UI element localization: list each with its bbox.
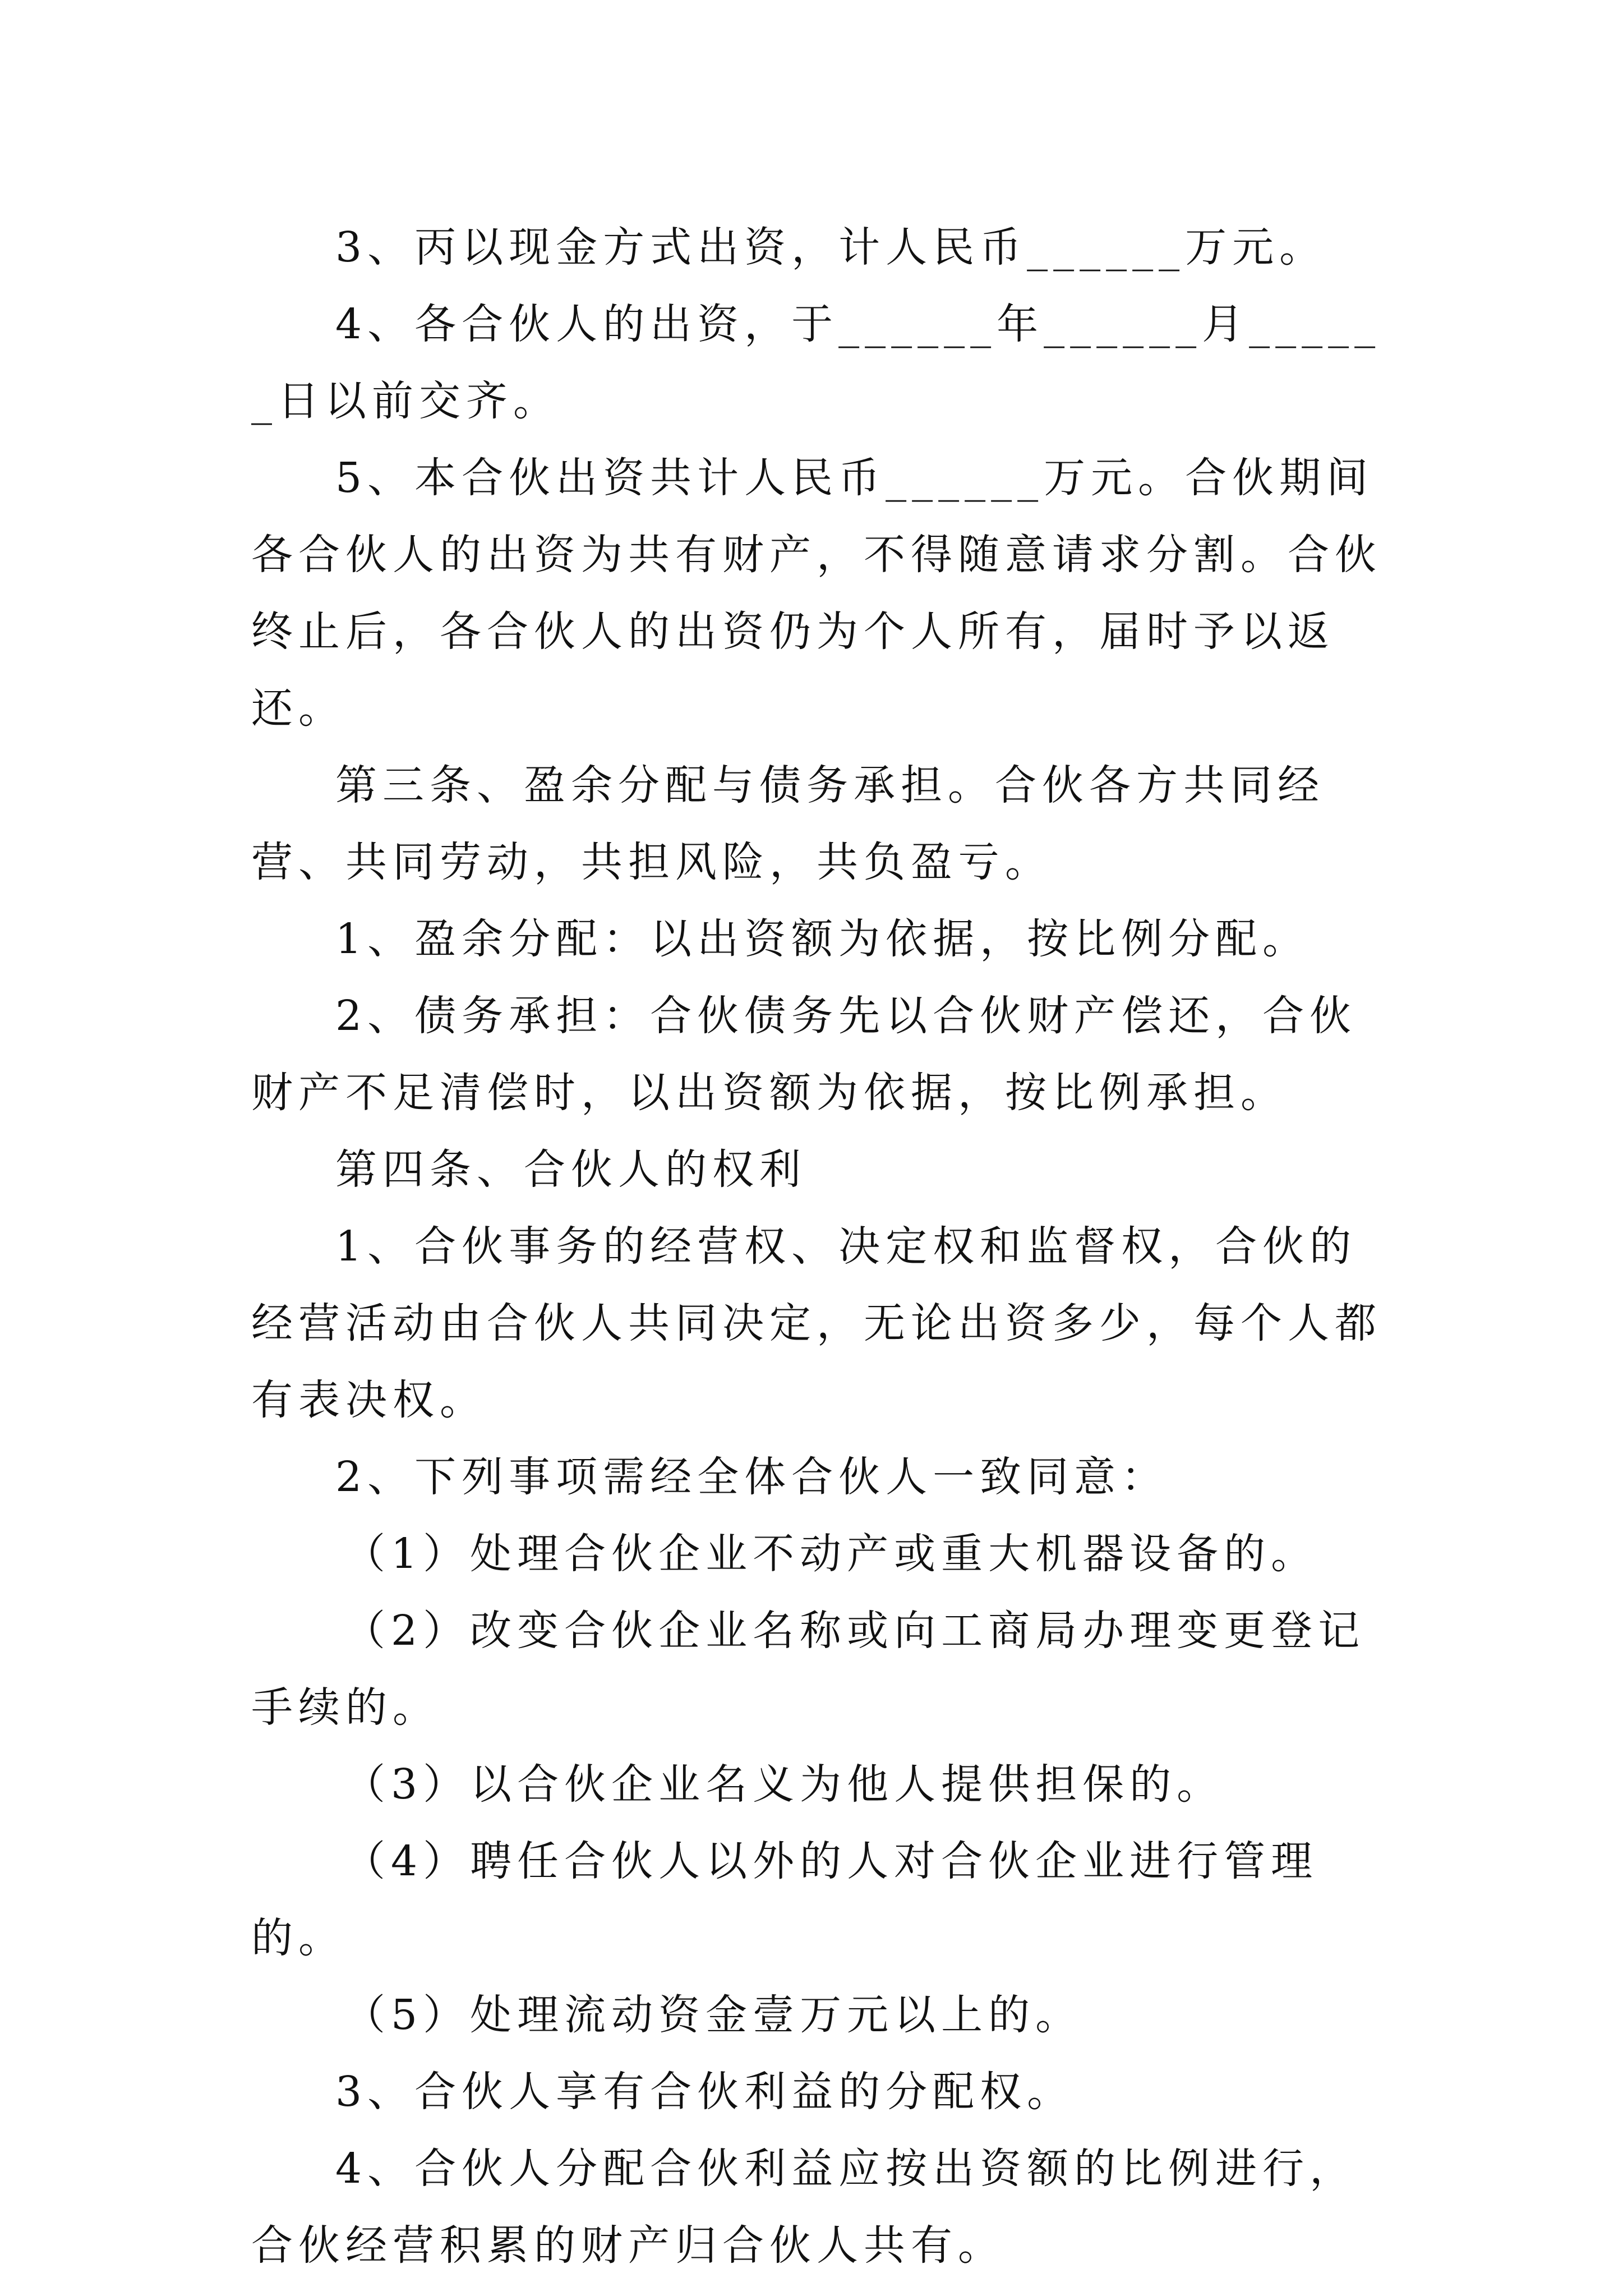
paragraph-article-3: 第三条、盈余分配与债务承担。合伙各方共同经营、共同劳动，共担风险，共负盈亏。 bbox=[251, 761, 1325, 886]
paragraph-rights-4: 4、合伙人分配合伙利益应按出资额的比例进行，合伙经营积累的财产归合伙人共有。 bbox=[251, 2145, 1357, 2270]
paragraph-item-4: （4）聘任合伙人以外的人对合伙企业进行管理的。 bbox=[251, 1837, 1318, 1962]
paragraph-debt-bearing: 2、债务承担：合伙债务先以合伙财产偿还，合伙财产不足清偿时，以出资额为依据，按比例承担。 bbox=[251, 992, 1357, 1117]
paragraph-rights-2: 2、下列事项需经全体合伙人一致同意： bbox=[335, 1453, 1169, 1501]
paragraph-contribution-3: 3、丙以现金方式出资，计人民币______万元。 bbox=[335, 223, 1327, 272]
paragraph-item-5: （5）处理流动资金壹万元以上的。 bbox=[344, 1991, 1083, 2039]
paragraph-rights-3: 3、合伙人享有合伙利益的分配权。 bbox=[335, 2068, 1075, 2116]
document-body bbox=[251, 209, 1390, 2284]
paragraph-article-4-heading: 第四条、合伙人的权利 bbox=[335, 1145, 806, 1194]
paragraph-rights-1: 1、合伙事务的经营权、决定权和监督权，合伙的经营活动由合伙人共同决定，无论出资多少，每个人都有表决权。 bbox=[251, 1222, 1382, 1424]
paragraph-contribution-5: 5、本合伙出资共计人民币______万元。合伙期间各合伙人的出资为共有财产，不得随意请求分割。合伙终止后，各合伙人的出资仍为个人所有，届时予以返还。 bbox=[251, 454, 1382, 733]
paragraph-item-3: （3）以合伙企业名义为他人提供担保的。 bbox=[344, 1760, 1224, 1809]
paragraph-item-1: （1）处理合伙企业不动产或重大机器设备的。 bbox=[344, 1530, 1318, 1578]
paragraph-profit-distribution: 1、盈余分配：以出资额为依据，按比例分配。 bbox=[335, 915, 1310, 963]
paragraph-contribution-4: 4、各合伙人的出资，于______年______月______日以前交齐。 bbox=[251, 300, 1381, 425]
paragraph-item-2: （2）改变合伙企业名称或向工商局办理变更登记手续的。 bbox=[251, 1607, 1366, 1732]
